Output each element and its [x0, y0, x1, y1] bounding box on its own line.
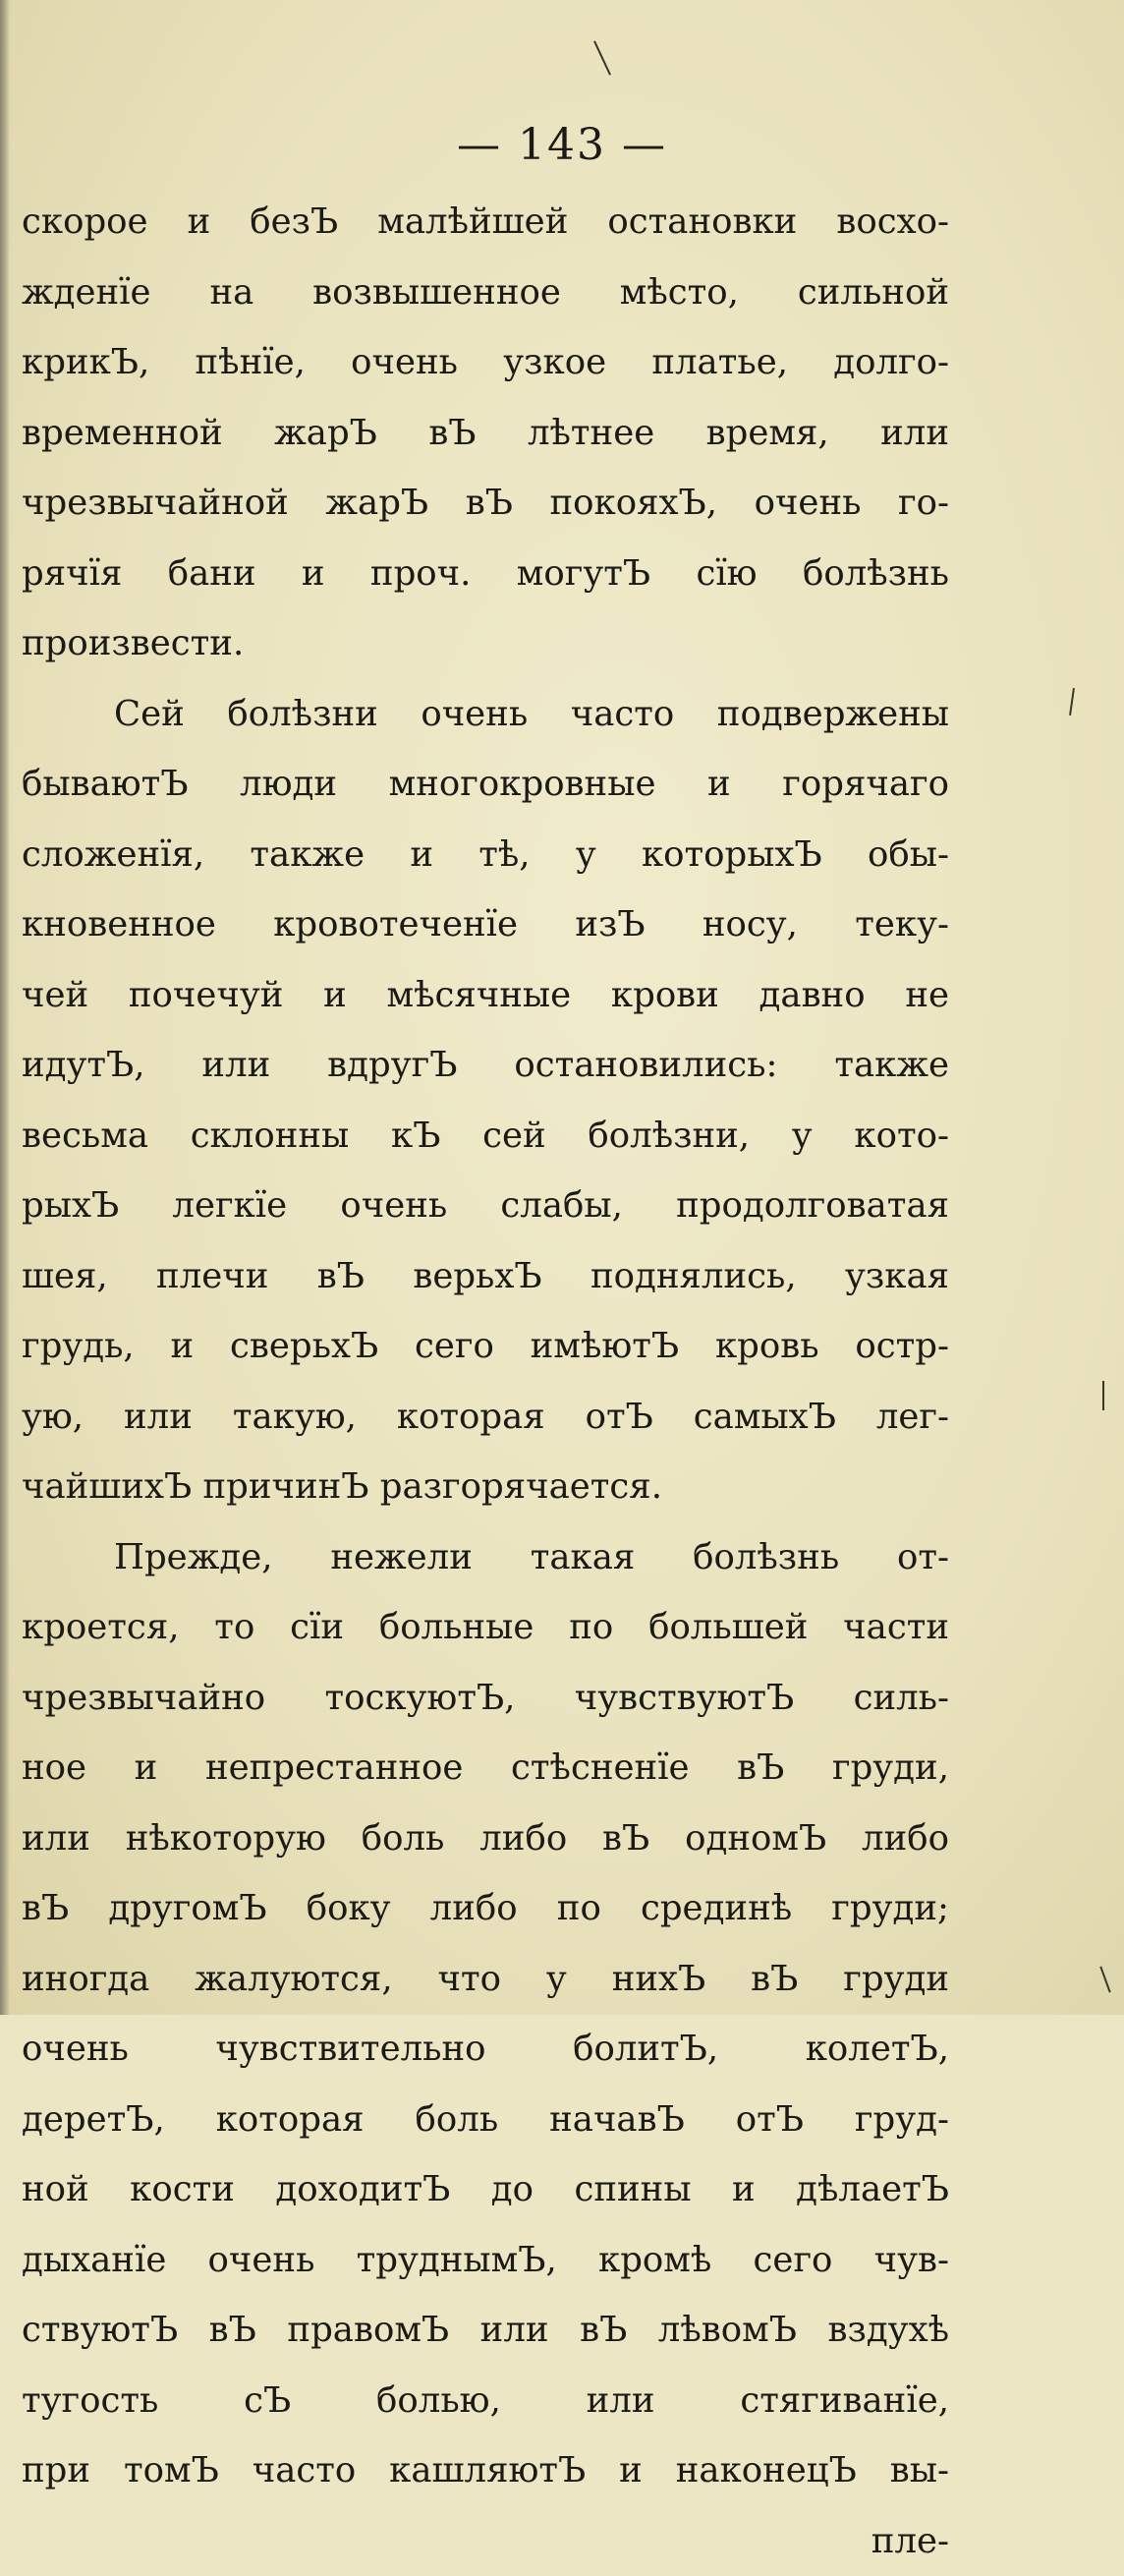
- text-line: вЪ другомЪ боку либо по срединѣ груди;: [22, 1873, 949, 1944]
- text-line: чрезвычайно тоскуютЪ, чувствуютЪ силь-: [22, 1663, 949, 1734]
- text-line: кроется, то сїи больные по большей части: [22, 1592, 949, 1663]
- text-line: очень чувствительно болитЪ, колетЪ,: [22, 2014, 949, 2085]
- text-line: Сей болѣзни очень часто подвержены: [22, 679, 949, 750]
- text-line: дыханїе очень труднымЪ, кромѣ сего чув-: [22, 2225, 949, 2296]
- text-line: рячїя бани и проч. могутЪ сїю болѣзнь: [22, 539, 949, 609]
- text-line: весьма склонны кЪ сей болѣзни, у кото-: [22, 1101, 949, 1172]
- text-line: жденїе на возвышенное мѣсто, сильной: [22, 258, 949, 328]
- text-line: сложенїя, также и тѣ, у которыхЪ обы-: [22, 820, 949, 890]
- scan-speck: [593, 40, 611, 75]
- scan-speck: [1099, 1967, 1110, 1993]
- text-line: произвести.: [22, 608, 949, 679]
- text-line: деретЪ, которая боль начавЪ отЪ груд-: [22, 2085, 949, 2155]
- text-line: пле-: [22, 2506, 949, 2576]
- page-binding-edge: [0, 0, 10, 2015]
- text-line: грудь, и сверьхЪ сего имѣютЪ кровь остр-: [22, 1311, 949, 1382]
- text-line: при томЪ часто кашляютЪ и наконецЪ вы-: [22, 2435, 949, 2506]
- text-line: чайшихЪ причинЪ разгорячается.: [22, 1452, 949, 1522]
- text-line: временной жарЪ вЪ лѣтнее время, или: [22, 398, 949, 469]
- text-line: ное и непрестанное стѣсненїе вЪ груди,: [22, 1733, 949, 1803]
- text-line: бываютЪ люди многокровные и горячаго: [22, 749, 949, 820]
- text-line: чей почечуй и мѣсячные крови давно не: [22, 960, 949, 1031]
- text-line: тугость сЪ болью, или стягиванїе,: [22, 2366, 949, 2436]
- text-line: кновенное кровотеченїе изЪ носу, теку-: [22, 889, 949, 960]
- text-line: чрезвычайной жарЪ вЪ покояхЪ, очень го-: [22, 468, 949, 539]
- scan-speck: [1069, 688, 1075, 716]
- text-line: или нѣкоторую боль либо вЪ одномЪ либо: [22, 1803, 949, 1874]
- text-line: крикЪ, пѣнїе, очень узкое платье, долго-: [22, 327, 949, 398]
- text-line: шея, плечи вЪ верьхЪ поднялись, узкая: [22, 1241, 949, 1312]
- text-line: идутЪ, или вдругЪ остановились: также: [22, 1030, 949, 1101]
- page-number: — 143 —: [0, 120, 1124, 170]
- text-line: ной кости доходитЪ до спины и дѣлаетЪ: [22, 2154, 949, 2225]
- text-line: ую, или такую, которая отЪ самыхЪ лег-: [22, 1382, 949, 1453]
- text-line: скорое и безЪ малѣйшей остановки восхо-: [22, 187, 949, 258]
- body-text: [22, 187, 949, 2576]
- text-line: рыхЪ легкїе очень слабы, продолговатая: [22, 1171, 949, 1241]
- text-line: иногда жалуются, что у нихЪ вЪ груди: [22, 1944, 949, 2015]
- scan-speck: [1102, 1381, 1104, 1410]
- text-line: Прежде, нежели такая болѣзнь от-: [22, 1522, 949, 1593]
- text-line: ствуютЪ вЪ правомЪ или вЪ лѣвомЪ вздухѣ: [22, 2295, 949, 2366]
